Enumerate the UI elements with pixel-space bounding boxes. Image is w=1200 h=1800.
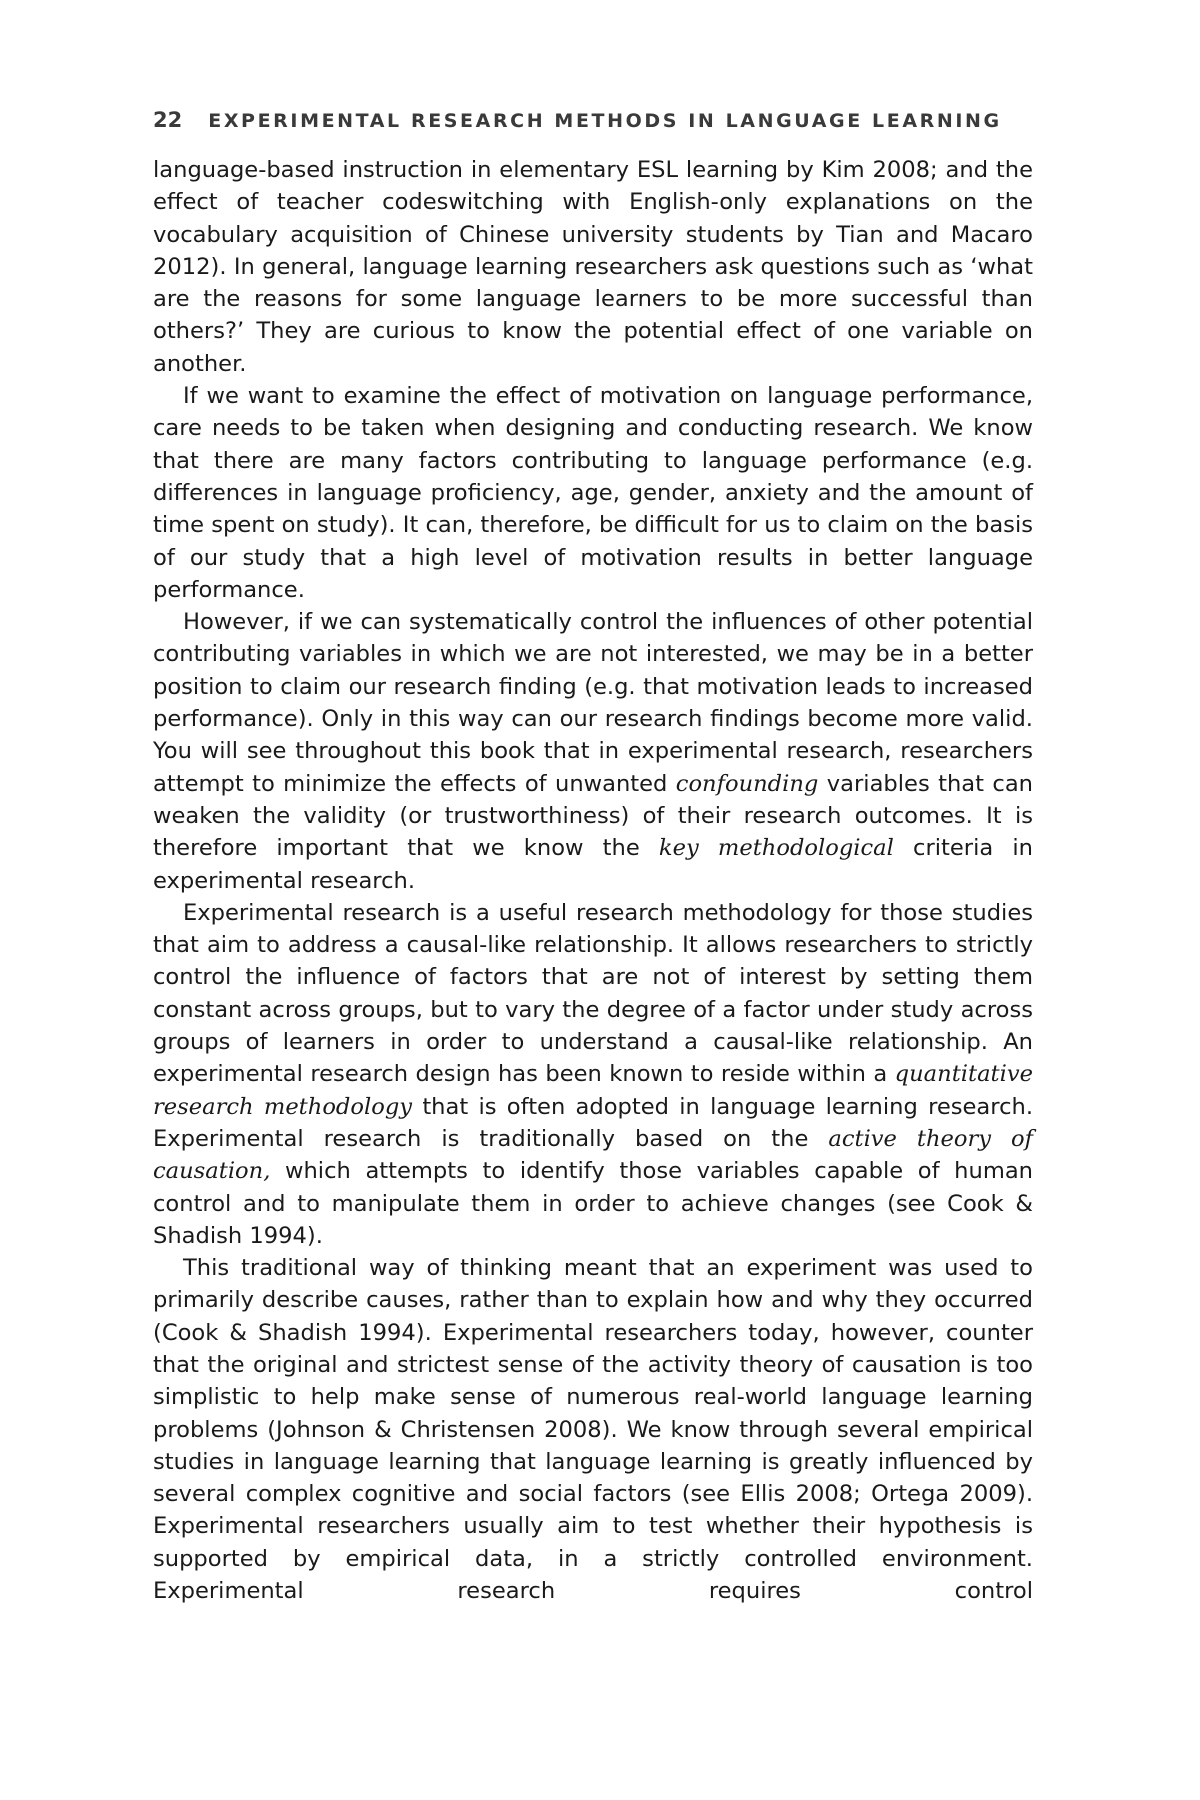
paragraph-3 bbox=[153, 606, 1033, 897]
term-key-methodological: key methodological bbox=[658, 835, 894, 862]
paragraph-4 bbox=[153, 897, 1033, 1252]
term-confounding: confounding bbox=[675, 770, 819, 797]
body-text bbox=[153, 154, 1033, 1607]
book-page bbox=[153, 108, 1033, 1607]
page-number: 22 bbox=[153, 108, 183, 132]
paragraph-4-text-c: which attempts to identify those variables capable of human control and to manipulate them in order to achieve changes (see Cook & Shadish 1994). bbox=[153, 1158, 1033, 1249]
term-quantitative-research-methodology: quantitative research methodology bbox=[153, 1061, 1033, 1120]
paragraph-5: This traditional way of thinking meant that an experiment was used to primarily describe causes, rather than to explain how and why they occurred (Cook & Shadish 1994). Experimental researchers today, however, counter that the original and strictest sense of the activity theory of causation is too simplistic to help make sense of numerous real-world language learning problems (Johnson & Christensen 2008). We know through several empirical studies in language learning that language learning is greatly influenced by several complex cognitive and social factors (see Ellis 2008; Ortega 2009). Experimental researchers usually aim to test whether their hypothesis is supported by empirical data, in a strictly controlled environment. Experimental research requires control bbox=[153, 1255, 1033, 1605]
paragraph-3-text-a: However, if we can systematically control the influences of other potential contributing variables in which we are not interested, we may be in a better position to claim our research finding (e.g. that motivation leads to increased performance). Only in this way can our research findings become more valid. You will see throughout this book that in experimental research, researchers attempt to minimize the effects of unwanted bbox=[153, 609, 1033, 797]
paragraph-3-text-c: criteria in experimental research. bbox=[153, 835, 1033, 894]
running-header bbox=[153, 108, 1033, 132]
paragraph-4-text-a: Experimental research is a useful research methodology for those studies that aim to address a causal-like relationship. It allows researchers to strictly control the influence of factors that are not of interest by setting them constant across groups, but to vary the degree of a factor under study across groups of learners in order to understand a causal-like relationship. An experimental research design has been known to reside within a bbox=[153, 899, 1033, 1088]
running-title: EXPERIMENTAL RESEARCH METHODS IN LANGUAGE LEARNING bbox=[208, 110, 1002, 132]
paragraph-2: If we want to examine the effect of motivation on language performance, care needs to be taken when designing and conducting research. We know that there are many factors contributing to language performance (e.g. differences in language proficiency, age, gender, anxiety and the amount of time spent on study). It can, therefore, be difficult for us to claim on the basis of our study that a high level of motivation results in better language performance. bbox=[153, 383, 1033, 603]
term-active-theory-of-causation: active theory of causation, bbox=[153, 1125, 1034, 1185]
paragraph-3-text-b: variables that can weaken the validity (or trustworthiness) of their research outcomes. It is therefore important that we know the bbox=[153, 770, 1033, 862]
paragraph-1: language-based instruction in elementary ESL learning by Kim 2008; and the effect of teacher codeswitching with English-only explanations on the vocabulary acquisition of Chinese university students by Tian and Macaro 2012). In general, language learning researchers ask questions such as ‘what are the reasons for some language learners to be more successful than others?’ They are curious to know the potential effect of one variable on another. bbox=[153, 157, 1033, 377]
paragraph-4-text-b: that is often adopted in language learning research. Experimental research is traditionally based on the bbox=[153, 1093, 1033, 1152]
